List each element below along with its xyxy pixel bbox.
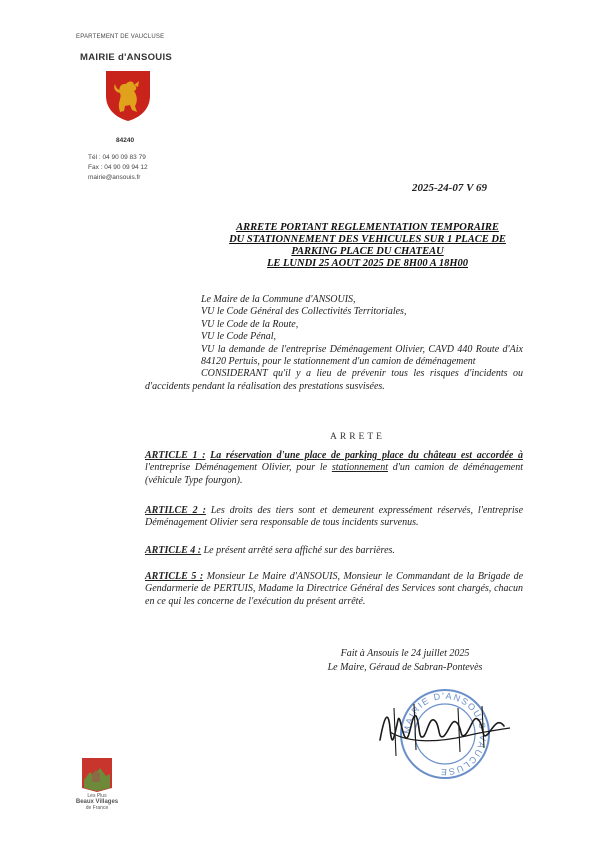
fax-number: Fax : 04 90 09 94 12 [88, 164, 148, 171]
seal-text: MAIRIE D'ANSOUIS VAUCLUSE [401, 690, 489, 778]
preamble-paragraph [145, 344, 523, 369]
article-text: l'entreprise Déménagement Olivier, pour le [145, 462, 328, 474]
article-label: ARTICLE 1 : [145, 450, 206, 461]
article-text: Monsieur Le Maire d'ANSOUIS, Monsieur le Commandant de la Brigade de Gendarmerie de PERTUIS, Madame la Directrice Général des Services sont chargés, chacun en ce qui les concerne de l'exécution du présent arrêté. [145, 571, 524, 607]
logo-line: de France [85, 805, 109, 811]
preamble-paragraph: CONSIDERANT qu'il y a lieu de prévenir tous les risques d'incidents ou d'accidents pendant la réalisation des prestations susvisées. [145, 368, 523, 392]
postal-code: 84240 [116, 137, 135, 144]
article-label: ARTILCE 2 : [145, 505, 206, 516]
article-label: ARTICLE 4 : [145, 545, 202, 556]
signature-block [300, 647, 510, 675]
title-line: PARKING PLACE DU CHATEAU [291, 246, 444, 257]
phone-number: Tél : 04 90 09 83 79 [88, 154, 146, 161]
reference-number: 2025-24-07 V 69 [412, 182, 487, 194]
mayor-name: Le Maire, Géraud de Sabran-Pontevès [327, 662, 483, 673]
request-text: VU la demande de l'entreprise Déménagement Olivier, CAVD 440 Route d'Aix 84120 Pertuis, pour le stationnement d'un camion de déménagement [201, 343, 523, 368]
place-date: Fait à Ansouis le 24 juillet 2025 [340, 648, 470, 659]
footer-logo-text [64, 793, 130, 811]
coat-of-arms-icon [103, 68, 153, 122]
article-lead: La réservation d'une place de parking place du château est accordée à [210, 450, 523, 461]
logo-line: Beaux Villages [75, 799, 119, 805]
preamble-line: VU le Code Général des Collectivités Territoriales, [201, 306, 407, 318]
article-2 [145, 505, 523, 530]
document-title [200, 222, 535, 270]
article-text: d'un camion de déménagement (véhicule Type fourgon). [145, 462, 524, 486]
department-label: EPARTEMENT DE VAUCLUSE [76, 34, 165, 40]
official-seal-and-signature [370, 678, 520, 790]
article-1 [145, 450, 523, 487]
preamble-line: VU le Code Pénal, [201, 331, 276, 343]
preamble [145, 294, 523, 393]
title-line: DU STATIONNEMENT DES VEHICULES SUR 1 PLACE DE [229, 234, 506, 245]
article-5 [145, 571, 523, 608]
article-text: Le présent arrêté sera affiché sur des barrières. [203, 545, 395, 556]
contact-block [88, 153, 148, 183]
article-label: ARTICLE 5 : [145, 571, 204, 582]
logo-line: Les Plus [87, 793, 107, 799]
email-address: mairie@ansouis.fr [88, 174, 141, 181]
article-text: Les droits des tiers sont et demeurent expressément réservés, l'entreprise Déménagement Olivier sera responsable de tous incidents survenus. [145, 505, 524, 529]
title-line: ARRETE PORTANT REGLEMENTATION TEMPORAIRE [236, 222, 499, 233]
preamble-line: VU le Code de la Route, [201, 318, 299, 330]
article-text-underlined: stationnement [331, 462, 388, 474]
title-line: LE LUNDI 25 AOUT 2025 DE 8H00 A 18H00 [266, 258, 469, 269]
article-4 [145, 545, 523, 557]
arrete-heading: ARRETE [330, 432, 385, 442]
plus-beaux-villages-logo-icon [72, 750, 122, 822]
mairie-title: MAIRIE d'ANSOUIS [80, 52, 173, 63]
preamble-line: Le Maire de la Commune d'ANSOUIS, [201, 294, 356, 305]
